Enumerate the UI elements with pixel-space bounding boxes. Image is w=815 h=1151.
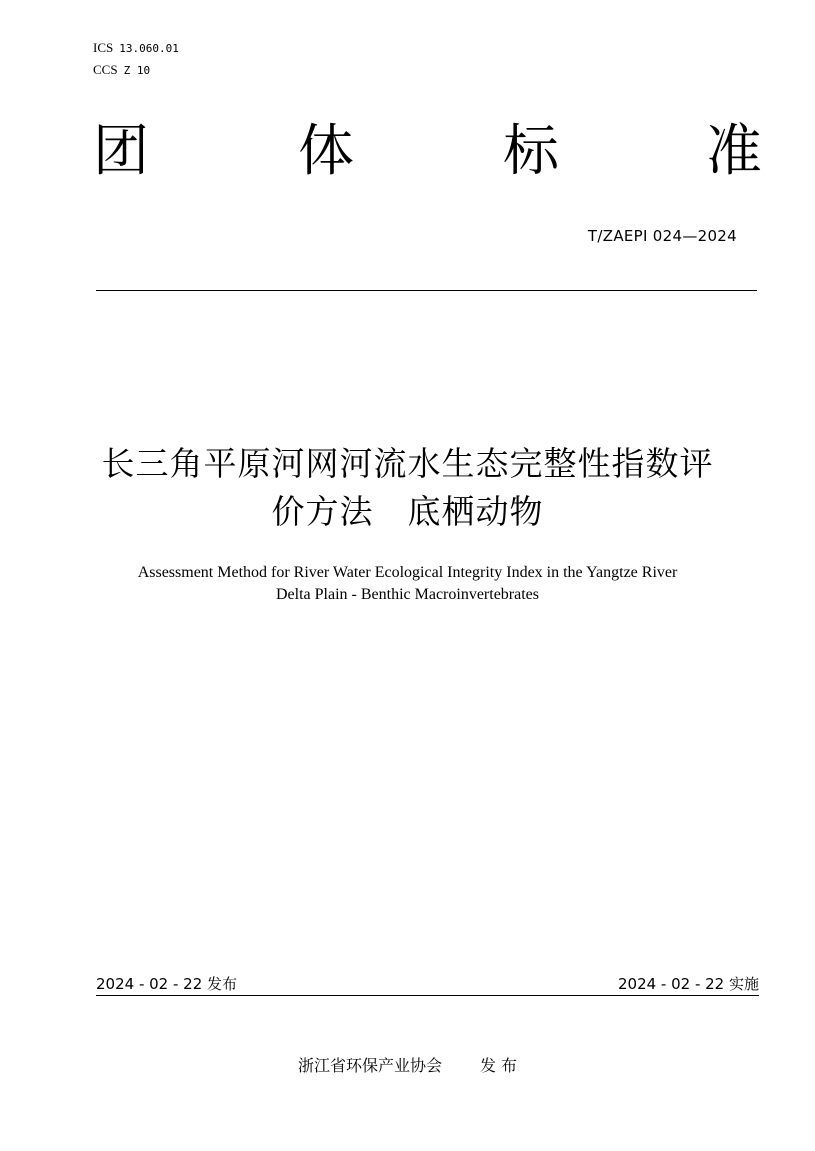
ics-line — [93, 40, 179, 57]
standard-type-char-2: 体 — [298, 119, 354, 184]
title-en-line-2: Delta Plain - Benthic Macroinvertebrates — [275, 586, 539, 603]
standard-type-char-3: 标 — [503, 119, 559, 184]
standard-number: T/ZAEPI 024—2024 — [587, 227, 737, 245]
ccs-label: CCS — [93, 62, 118, 77]
publish-label: 发 布 — [479, 1056, 518, 1075]
ccs-code: Z 10 — [123, 64, 151, 77]
ics-code: 13.060.01 — [119, 42, 179, 55]
publisher-name: 浙江省环保产业协会 — [297, 1056, 442, 1075]
ccs-line — [93, 62, 150, 79]
implement-date: 2024 - 02 - 22 实施 — [617, 975, 759, 993]
standard-type-char-4: 准 — [706, 119, 762, 184]
title-zh-line-2: 价方法 底栖动物 — [271, 492, 544, 531]
publisher-line — [0, 1053, 815, 1076]
title-zh — [60, 440, 755, 536]
title-en-line-1: Assessment Method for River Water Ecological Integrity Index in the Yangtze River — [137, 564, 678, 581]
issue-date: 2024 - 02 - 22 发布 — [96, 975, 238, 993]
ics-label: ICS — [93, 40, 114, 55]
title-en — [60, 562, 755, 606]
title-zh-line-1: 长三角平原河网河流水生态完整性指数评 — [101, 444, 714, 483]
header-rule — [96, 290, 757, 291]
standard-type-char-1: 团 — [93, 119, 149, 184]
footer-rule — [96, 995, 759, 996]
